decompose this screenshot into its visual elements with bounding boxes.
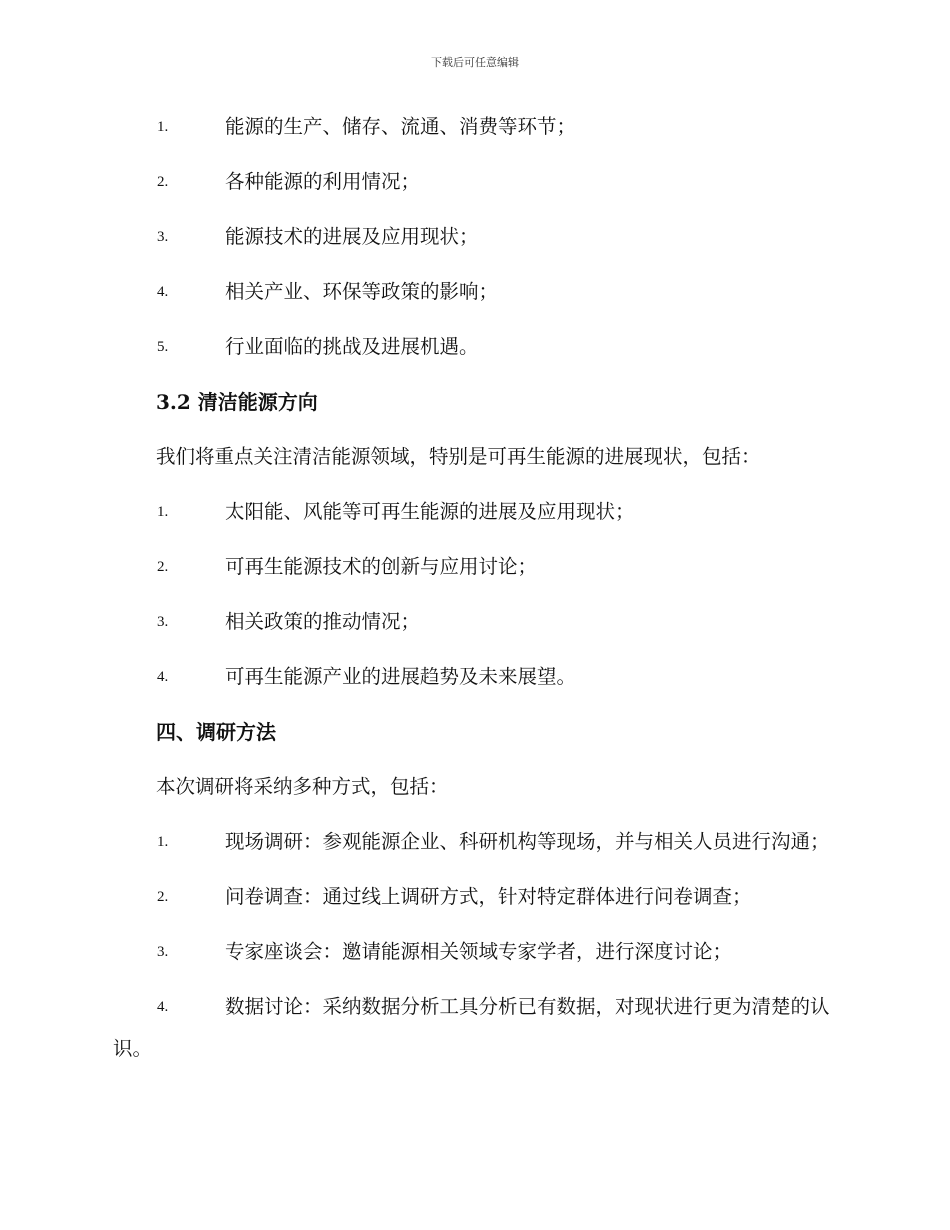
list-item [113,656,835,698]
list-item [113,601,835,643]
page-header: 下载后可任意编辑 [431,56,519,69]
list-item [113,876,835,918]
list-number: 2. [157,174,169,190]
section-intro-4: 本次调研将采纳多种方式，包括： [156,775,449,798]
list-text: 问卷调查：通过线上调研方式，针对特定群体进行问卷调查； [225,885,752,908]
list-number: 4. [157,284,169,300]
list-item [113,216,835,258]
list-text: 行业面临的挑战及进展机遇。 [225,335,479,358]
list-number: 5. [157,339,169,355]
list-text: 现场调研：参观能源企业、科研机构等现场，并与相关人员进行沟通； [225,830,830,853]
list-number: 1. [157,504,169,520]
list-number: 4. [157,669,169,685]
list-number: 3. [157,614,169,630]
list-item [113,491,835,533]
section-heading-3-2: 3.2 清洁能源方向 [156,390,318,414]
list-text: 相关政策的推动情况； [225,610,421,633]
list-text: 能源技术的进展及应用现状； [225,225,479,248]
list-item [113,106,835,148]
list-text: 数据讨论：采纳数据分析工具分析已有数据，对现状进行更为清楚的认识。 [113,995,830,1060]
list-text: 可再生能源技术的创新与应用讨论； [225,555,538,578]
list-number: 2. [157,559,169,575]
list-item [113,821,835,863]
list-text: 专家座谈会：邀请能源相关领域专家学者，进行深度讨论； [225,940,733,963]
list-number: 4. [157,999,169,1015]
list-item [113,931,835,973]
list-number: 3. [157,229,169,245]
list-item [113,271,835,313]
list-number: 1. [157,119,169,135]
list-item [113,326,835,368]
list-text: 各种能源的利用情况； [225,170,421,193]
list-text: 能源的生产、储存、流通、消费等环节； [225,115,577,138]
list-text: 可再生能源产业的进展趋势及未来展望。 [225,665,577,688]
list-number: 3. [157,944,169,960]
list-item [113,986,835,1070]
list-text: 太阳能、风能等可再生能源的进展及应用现状； [225,500,635,523]
document-body [113,106,835,1083]
list-number: 2. [157,889,169,905]
section-heading-4: 四、调研方法 [156,720,276,744]
list-number: 1. [157,834,169,850]
list-text: 相关产业、环保等政策的影响； [225,280,499,303]
list-item [113,546,835,588]
list-item [113,161,835,203]
section-intro-3-2: 我们将重点关注清洁能源领域，特别是可再生能源的进展现状，包括： [156,445,761,468]
